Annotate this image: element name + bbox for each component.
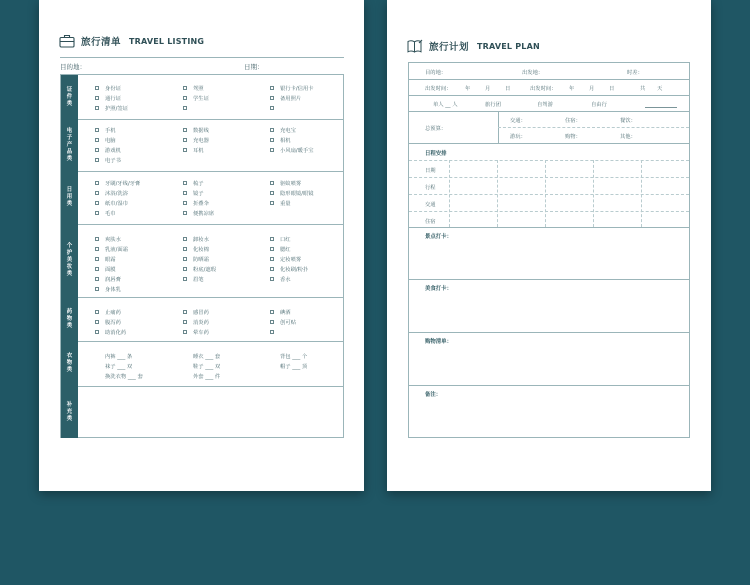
itinerary-grid-line [409, 177, 689, 178]
clothing-item[interactable]: 帽子 ___ 顶 [280, 364, 308, 370]
checklist-item[interactable]: 电脑 [95, 135, 116, 145]
plan-info-row [409, 63, 689, 80]
checklist-item[interactable]: 润唇膏 [95, 274, 121, 284]
notes-block[interactable] [409, 385, 689, 437]
itinerary-grid-line [545, 160, 546, 227]
checklist-item[interactable]: 卸妆水 [183, 234, 209, 244]
listing-title: 旅行清单 [81, 37, 122, 48]
checklist-item[interactable]: 手机 [95, 125, 116, 135]
section-label: 个 护 美 妆 类 [61, 224, 78, 297]
date-label: 日期： [244, 63, 264, 71]
plan-header [407, 36, 540, 56]
checklist-item[interactable]: 化妆刷/粉扑 [270, 264, 308, 274]
itinerary-grid-line [449, 160, 450, 227]
clothing-item[interactable]: 背包 ___ 个 [280, 354, 308, 360]
checklist-item[interactable]: 腹泻药 [95, 317, 121, 327]
travel-mode-row [409, 95, 689, 112]
people-count[interactable]: 单人 __ 人 [433, 102, 458, 108]
itinerary-row-label: 行程 [425, 185, 436, 191]
itinerary-grid-line [409, 160, 689, 161]
checklist-item[interactable]: 身份证 [95, 83, 121, 93]
checklist-item[interactable]: 便携凉席 [183, 208, 214, 218]
attractions-label: 景点打卡： [425, 234, 452, 240]
shopping-label: 购物清单： [425, 339, 452, 345]
days-unit: 天 [657, 86, 663, 92]
plan-title-en: TRAVEL PLAN [477, 41, 540, 51]
itinerary-section [409, 143, 689, 228]
checklist-item[interactable]: 粉底/遮瑕 [183, 264, 216, 274]
checklist-item[interactable]: 数据线 [183, 125, 209, 135]
checklist-item[interactable]: 银行卡/信用卡 [270, 83, 314, 93]
suitcase-icon [59, 34, 75, 48]
clothing-item[interactable]: 换洗衣物 ___ 套 [105, 374, 143, 380]
budget-item[interactable]: 餐饮： [620, 118, 636, 124]
plan-destination-label[interactable]: 目的地： [425, 70, 447, 76]
travel-plan-sheet [387, 0, 711, 491]
checklist-item[interactable]: 充电宝 [270, 125, 296, 135]
section-electronics [61, 119, 343, 172]
checklist-item[interactable]: 沐浴/洗浴 [95, 188, 128, 198]
budget-row [409, 111, 689, 144]
section-label: 衣 物 类 [61, 341, 78, 386]
self-drive-option[interactable]: 自驾游 [537, 102, 553, 108]
checklist-item[interactable]: 通行证 [95, 93, 121, 103]
depart-time-label[interactable]: 出发时间： [425, 86, 452, 92]
budget-item[interactable]: 购物： [565, 134, 581, 140]
checklist-item[interactable]: 牙刷/牙线/牙膏 [95, 178, 140, 188]
shopping-block[interactable] [409, 332, 689, 386]
checklist-item[interactable]: 耳机 [183, 145, 204, 155]
itinerary-grid-line [497, 160, 498, 227]
section-daily [61, 171, 343, 225]
checklist-item[interactable]: 游戏机 [95, 145, 121, 155]
itinerary-row-label: 住宿 [425, 219, 436, 225]
section-personal-care [61, 224, 343, 298]
budget-item[interactable]: 住宿： [565, 118, 581, 124]
checklist-item[interactable]: 消炎药 [183, 317, 209, 327]
checklist-item[interactable]: 乳液/面霜 [95, 244, 128, 254]
checklist-item[interactable]: 隐形眼镜/眼镜 [270, 188, 314, 198]
checklist-item[interactable]: 口红 [270, 234, 291, 244]
day-unit: 日 [609, 86, 615, 92]
header-divider [60, 57, 344, 58]
checklist-item[interactable]: 感冒药 [183, 307, 209, 317]
total-label: 共 [640, 86, 646, 92]
listing-meta-row [60, 62, 344, 74]
budget-item[interactable]: 游玩： [510, 134, 526, 140]
year-unit: 年 [569, 86, 575, 92]
itinerary-row-label: 交通 [425, 202, 436, 208]
checklist-item[interactable] [270, 103, 280, 113]
checklist-item[interactable]: 晕车药 [183, 327, 209, 337]
budget-item[interactable]: 其他： [620, 134, 636, 140]
checklist-item[interactable]: 驱蚊喷雾 [270, 178, 301, 188]
plan-departure-label[interactable]: 出发地： [522, 70, 544, 76]
free-travel-option[interactable]: 自由行 [591, 102, 607, 108]
checklist-item[interactable]: 护照/签证 [95, 103, 128, 113]
checklist-item[interactable]: 毛巾 [95, 208, 116, 218]
clothing-item[interactable]: 外套 ___ 件 [193, 374, 221, 380]
checklist-table [60, 74, 344, 438]
checklist-item[interactable]: 梳子 [183, 178, 204, 188]
checklist-item[interactable]: 镜子 [183, 188, 204, 198]
itinerary-grid-line [593, 160, 594, 227]
budget-split [498, 127, 689, 128]
checklist-item[interactable]: 备用照片 [270, 93, 301, 103]
checklist-item[interactable]: 香水 [270, 274, 291, 284]
notebook-pen-icon [407, 39, 423, 53]
section-supplement[interactable] [61, 386, 343, 438]
section-documents [61, 75, 343, 120]
plan-duration-label[interactable]: 时差： [627, 70, 643, 76]
section-label: 补 充 类 [61, 386, 78, 438]
checklist-item[interactable]: 定妆喷雾 [270, 254, 301, 264]
itinerary-row-label: 日期 [425, 168, 436, 174]
checklist-item[interactable]: 电子书 [95, 155, 121, 165]
clothing-item[interactable]: 袜子 ___ 双 [105, 364, 133, 370]
blank-line [645, 107, 677, 108]
listing-header [59, 31, 204, 51]
section-label: 电 子 产 品 类 [61, 119, 78, 171]
checklist-item[interactable]: 眼霜 [95, 254, 116, 264]
notes-label: 备注： [425, 392, 442, 398]
section-medicine [61, 297, 343, 342]
checklist-item[interactable]: 碘酒 [270, 307, 291, 317]
budget-item[interactable]: 交通： [510, 118, 526, 124]
checklist-item[interactable]: 防晒霜 [183, 254, 209, 264]
tour-group-option[interactable]: 旅行团 [485, 102, 501, 108]
itinerary-grid-line [641, 160, 642, 227]
section-label: 药 物 类 [61, 297, 78, 341]
day-unit: 日 [505, 86, 511, 92]
checklist-item[interactable]: 充电器 [183, 135, 209, 145]
checklist-item[interactable]: 腮红 [270, 244, 291, 254]
listing-title-en: TRAVEL LISTING [129, 36, 205, 46]
checklist-item[interactable]: 爽肤水 [95, 234, 121, 244]
return-time-label[interactable]: 出发时间： [530, 86, 557, 92]
month-unit: 月 [485, 86, 491, 92]
checklist-item[interactable] [183, 103, 193, 113]
plan-title: 旅行计划 [429, 42, 470, 53]
month-unit: 月 [589, 86, 595, 92]
itinerary-title: 日程安排 [425, 151, 447, 157]
plan-table [408, 62, 690, 438]
plan-time-row [409, 79, 689, 96]
travel-listing-sheet [39, 0, 364, 491]
checklist-item[interactable]: 驾照 [183, 83, 204, 93]
checklist-item[interactable]: 重量 [270, 198, 291, 208]
checklist-item[interactable]: 小风扇/暖手宝 [270, 145, 314, 155]
checklist-item[interactable]: 学生证 [183, 93, 209, 103]
checklist-item[interactable]: 折叠伞 [183, 198, 209, 208]
checklist-item[interactable]: 眉笔 [183, 274, 204, 284]
checklist-item[interactable] [270, 327, 280, 337]
checklist-item[interactable]: 止痛药 [95, 307, 121, 317]
checklist-item[interactable]: 身体乳 [95, 284, 121, 294]
checklist-item[interactable]: 相机 [270, 135, 291, 145]
destination-label: 目的地： [60, 63, 86, 71]
budget-label[interactable]: 总预算： [425, 126, 447, 132]
section-label: 日 用 类 [61, 171, 78, 224]
checklist-item[interactable]: 助消化药 [95, 327, 126, 337]
checklist-item[interactable]: 纸巾/湿巾 [95, 198, 128, 208]
itinerary-grid-line [409, 194, 689, 195]
food-label: 美食打卡： [425, 286, 452, 292]
clothing-item[interactable]: 内裤 ___ 条 [105, 354, 133, 360]
attractions-block[interactable] [409, 227, 689, 280]
itinerary-grid-line [409, 211, 689, 212]
food-block[interactable] [409, 279, 689, 333]
year-unit: 年 [465, 86, 471, 92]
clothing-item[interactable]: 睡衣 ___ 套 [193, 354, 221, 360]
checklist-item[interactable]: 创可贴 [270, 317, 296, 327]
clothing-item[interactable]: 鞋子 ___ 双 [193, 364, 221, 370]
section-clothing [61, 341, 343, 387]
checklist-item[interactable]: 化妆棉 [183, 244, 209, 254]
section-label: 证 件 类 [61, 75, 78, 119]
checklist-item[interactable]: 面膜 [95, 264, 116, 274]
